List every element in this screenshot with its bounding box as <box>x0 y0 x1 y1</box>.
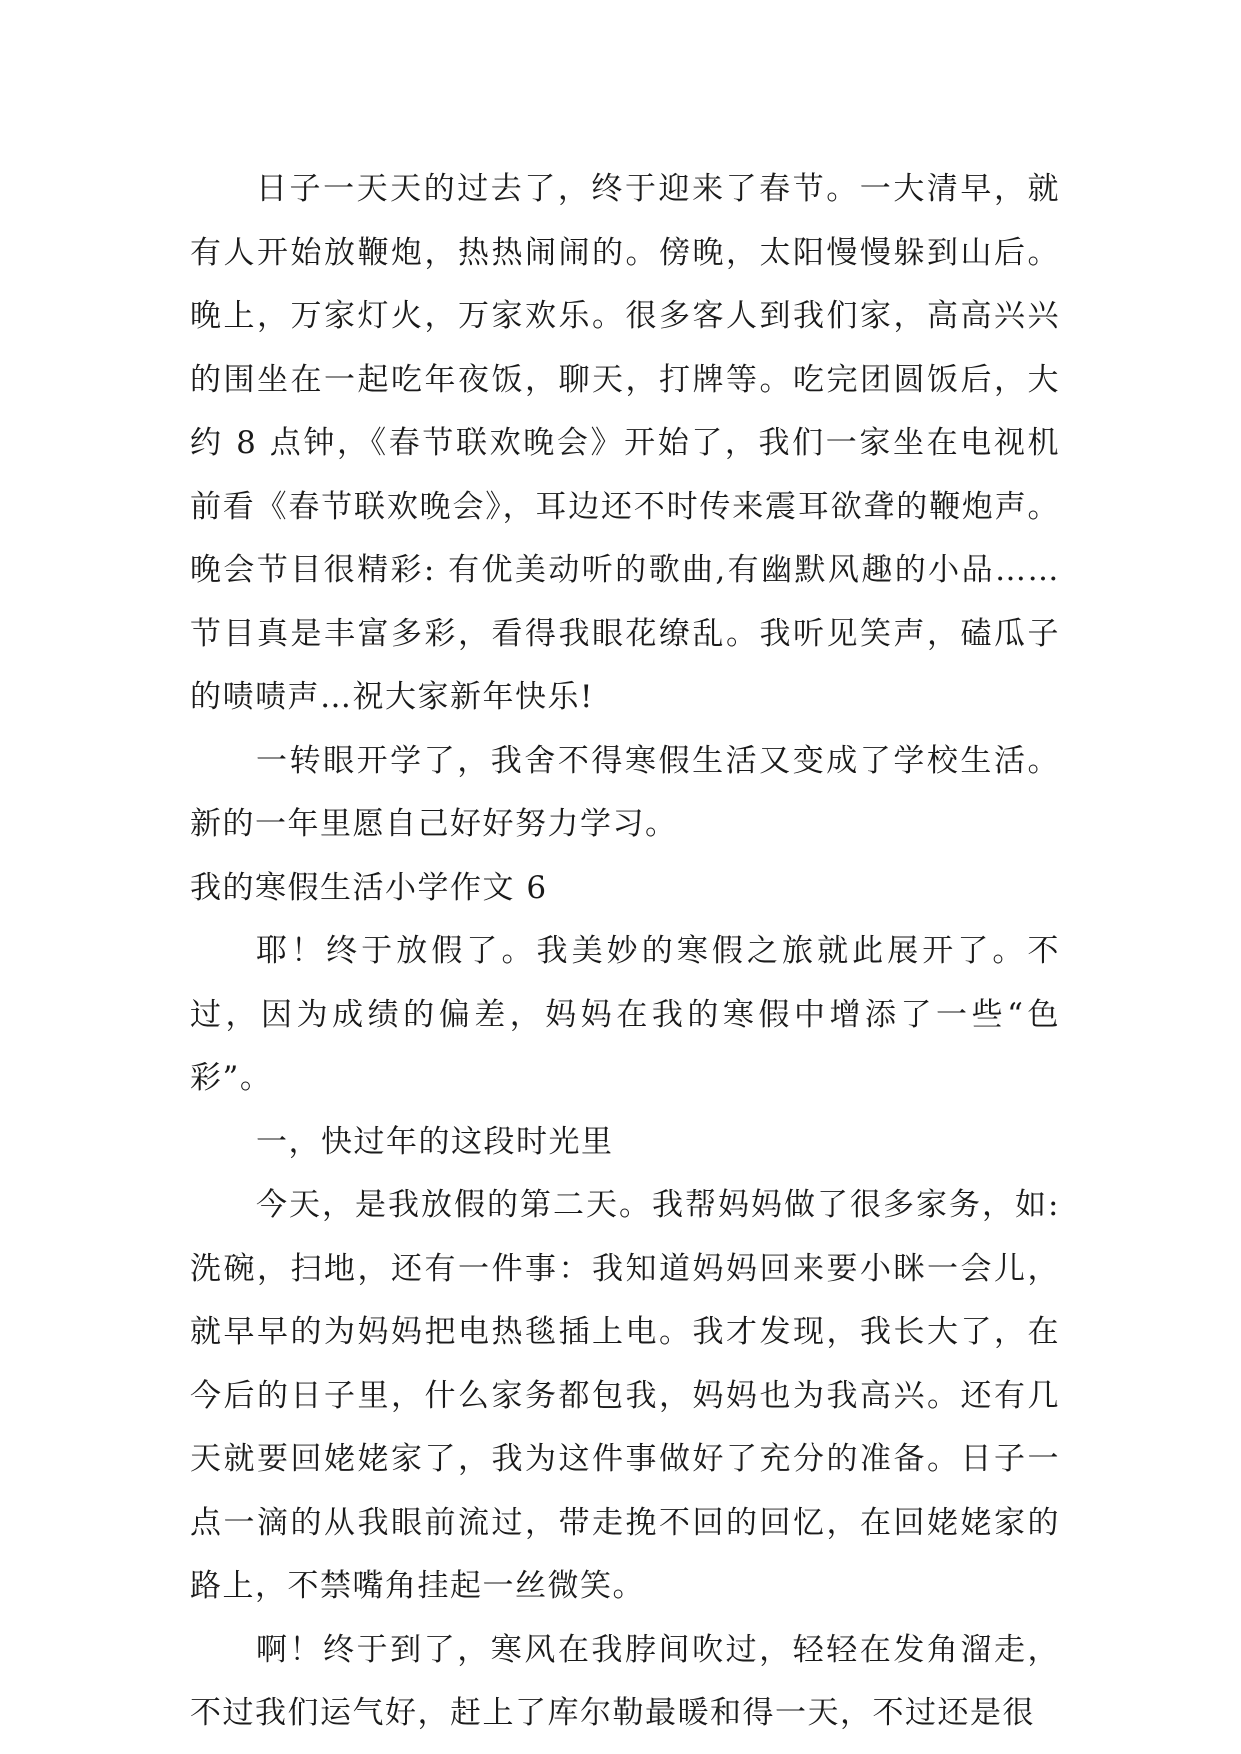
essay-title: 我的寒假生活小学作文 6 <box>190 869 548 906</box>
paragraph-housework: 今天，是我放假的第二天。我帮妈妈做了很多家务，如: 洗碗，扫地，还有一件事：我知道妈妈回来要小眯一会儿，就早早的为妈妈把电热毯插上电。我才发现，我长大了，在今后的日子里，什么家务都包我，妈妈也为我高兴。还有几天就要回姥姥家了，我为这件事做好了充分的准备。日子一点一滴的从我眼前流过，带走挽不回的回忆，在回姥姥家的路上，不禁嘴角挂起一丝微笑。 <box>190 1187 1060 1604</box>
paragraph-holiday-begins: 耶！终于放假了。我美妙的寒假之旅就此展开了。不过，因为成绩的偏差，妈妈在我的寒假中增添了一些“色彩”。 <box>190 933 1060 1096</box>
paragraph-school-starts: 一转眼开学了，我舍不得寒假生活又变成了学校生活。新的一年里愿自己好好努力学习。 <box>190 742 1060 842</box>
paragraph-arrival: 啊！终于到了，寒风在我脖间吹过，轻轻在发角溜走，不过我们运气好，赶上了库尔勒最暖和得一天，不过还是很 <box>190 1631 1060 1731</box>
document-body <box>190 158 1060 1746</box>
section-heading: 一，快过年的这段时光里 <box>256 1123 614 1160</box>
paragraph-spring-festival: 日子一天天的过去了，终于迎来了春节。一大清早，就有人开始放鞭炮，热热闹闹的。傍晚，太阳慢慢躲到山后。晚上，万家灯火，万家欢乐。很多客人到我们家，高高兴兴的围坐在一起吃年夜饭，聊天，打牌等。吃完团圆饭后，大约 8 点钟，《春节联欢晚会》开始了，我们一家坐在电视机前看《春节联欢晚会》，耳边还不时传来震耳欲聋的鞭炮声。晚会节目很精彩: 有优美动听的歌曲,有幽默风趣的小品……节目真是丰富多彩，看得我眼花缭乱。我听见笑声，磕瓜子的啧啧声…祝大家新年快乐! <box>190 171 1060 715</box>
